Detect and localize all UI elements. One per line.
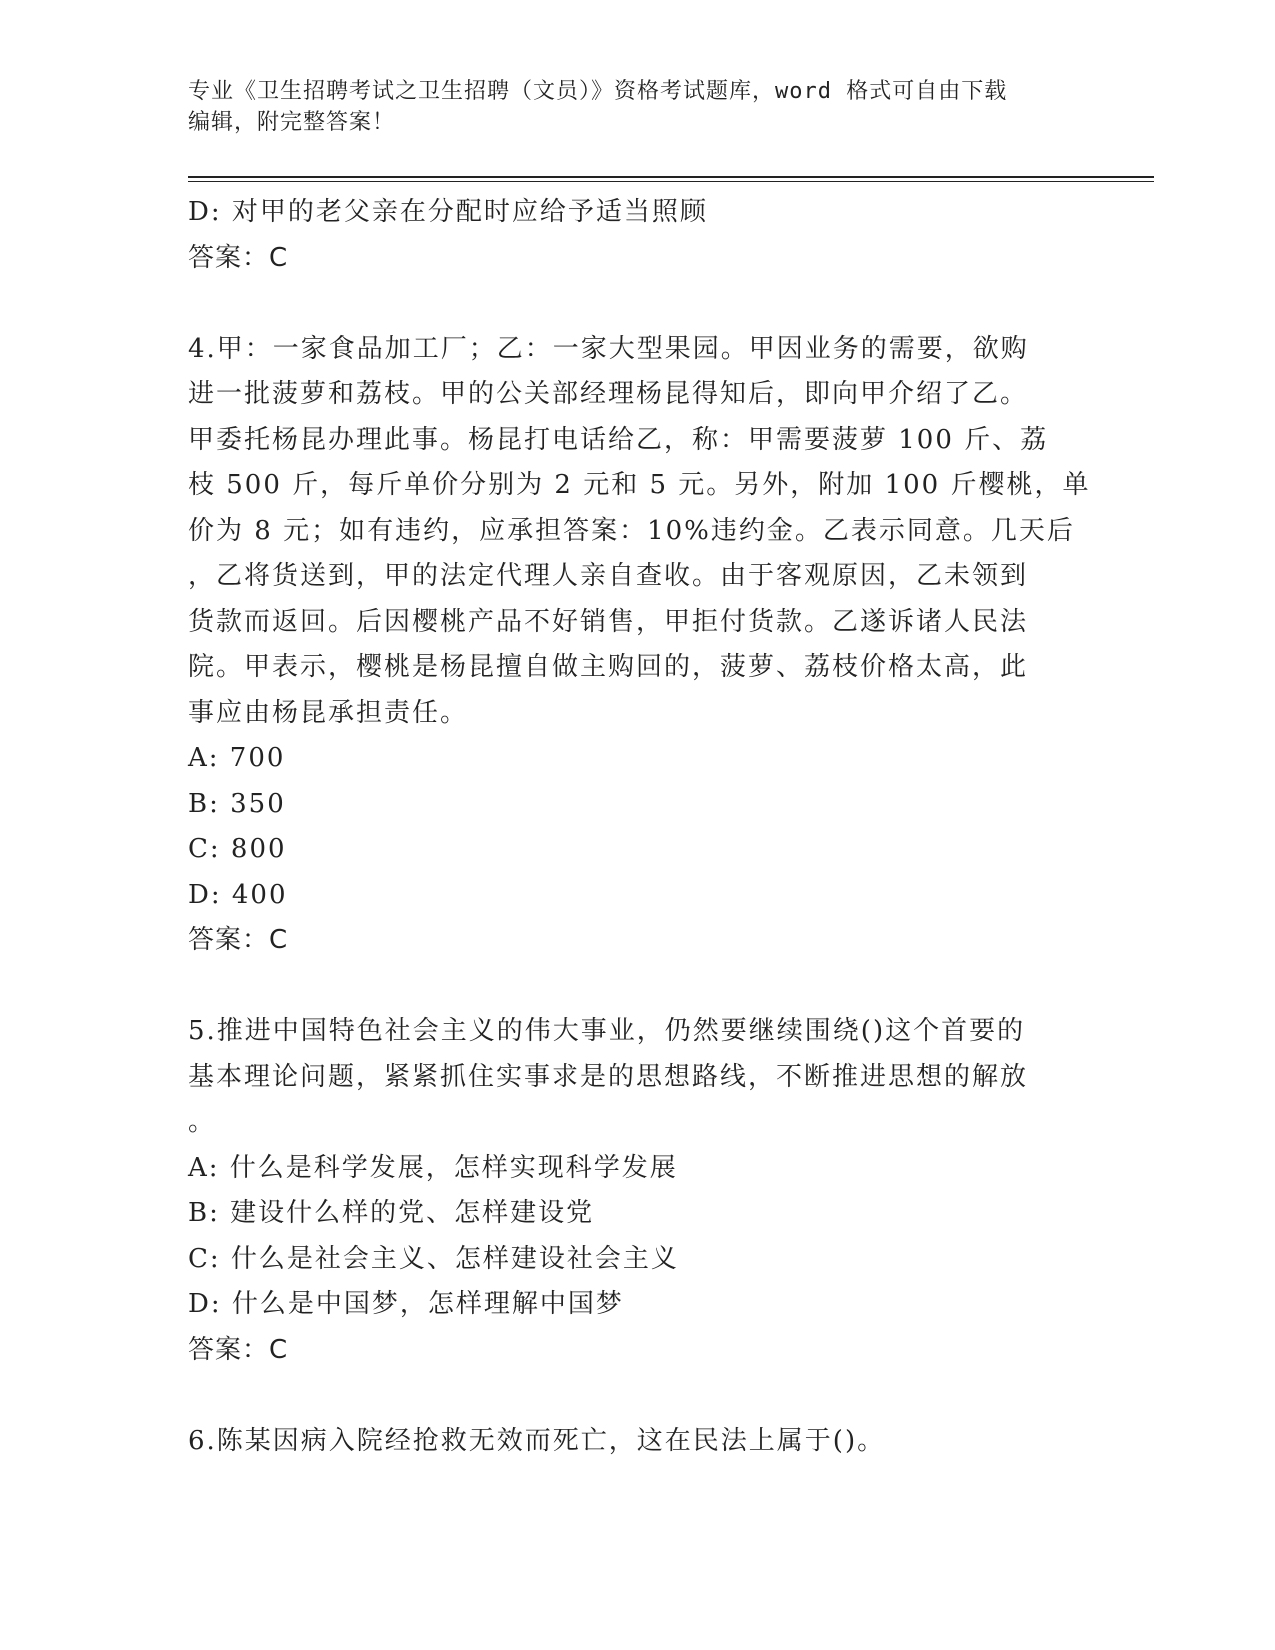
answer-line: 答案：C [188, 925, 289, 955]
document-body [188, 190, 1091, 1464]
question-5 [188, 1009, 1088, 1373]
question-4 [188, 327, 1091, 964]
option-c: C: 什么是社会主义、怎样建设社会主义 [188, 1243, 679, 1274]
question-text-line: 价为 8 元；如有违约，应承担答案：10%违约金。乙表示同意。几天后 [188, 515, 1075, 546]
question-text-line: 事应由杨昆承担责任。 [188, 697, 469, 728]
header-line-2: 编辑，附完整答案！ [188, 110, 396, 135]
option-a: A: 什么是科学发展，怎样实现科学发展 [188, 1152, 678, 1183]
spacer [188, 964, 1088, 1010]
spacer [188, 1373, 1088, 1419]
answer-line: 答案：C [188, 1334, 289, 1365]
question-text-line: 院。甲表示，樱桃是杨昆擅自做主购回的，菠萝、荔枝价格太高，此 [188, 652, 1029, 682]
question-text-line: 甲委托杨昆办理此事。杨昆打电话给乙，称：甲需要菠萝 100 斤、荔 [188, 424, 1049, 455]
question-6 [188, 1419, 1088, 1465]
question-text-line: 6.陈某因病入院经抢救无效而死亡，这在民法上属于()。 [188, 1425, 886, 1456]
question-text-line: 进一批菠萝和荔枝。甲的公关部经理杨昆得知后，即向甲介绍了乙。 [188, 379, 1029, 409]
header-rule-thin [188, 181, 1154, 182]
option-b: B: 350 [188, 788, 286, 819]
header-rule-thick [188, 176, 1154, 178]
option-d: D: 什么是中国梦，怎样理解中国梦 [188, 1289, 624, 1319]
document-header [188, 76, 1088, 138]
option-a: A: 700 [188, 743, 286, 773]
option-d: D: 对甲的老父亲在分配时应给予适当照顾 [188, 197, 708, 227]
question-text-line: 基本理论问题，紧紧抓住实事求是的思想路线，不断推进思想的解放 [188, 1061, 1029, 1092]
option-d: D: 400 [188, 879, 288, 910]
previous-question-tail [188, 190, 1088, 281]
spacer [188, 281, 1088, 327]
option-b: B: 建设什么样的党、怎样建设党 [188, 1198, 595, 1228]
option-c: C: 800 [188, 834, 287, 864]
question-text-line: 5.推进中国特色社会主义的伟大事业，仍然要继续围绕()这个首要的 [188, 1016, 1026, 1046]
header-line-1: 专业《卫生招聘考试之卫生招聘（文员）》资格考试题库，word 格式可自由下载 [188, 79, 1008, 104]
answer-line: 答案：C [188, 242, 289, 273]
question-text-line: 4.甲：一家食品加工厂；乙：一家大型果园。甲因业务的需要，欲购 [188, 333, 1029, 364]
question-text-line: 枝 500 斤，每斤单价分别为 2 元和 5 元。另外，附加 100 斤樱桃，单 [188, 470, 1091, 500]
question-text-line: 货款而返回。后因樱桃产品不好销售，甲拒付货款。乙遂诉诸人民法 [188, 606, 1029, 637]
question-text-line: 。 [188, 1107, 217, 1137]
question-text-line: ，乙将货送到，甲的法定代理人亲自查收。由于客观原因，乙未领到 [188, 561, 1029, 591]
